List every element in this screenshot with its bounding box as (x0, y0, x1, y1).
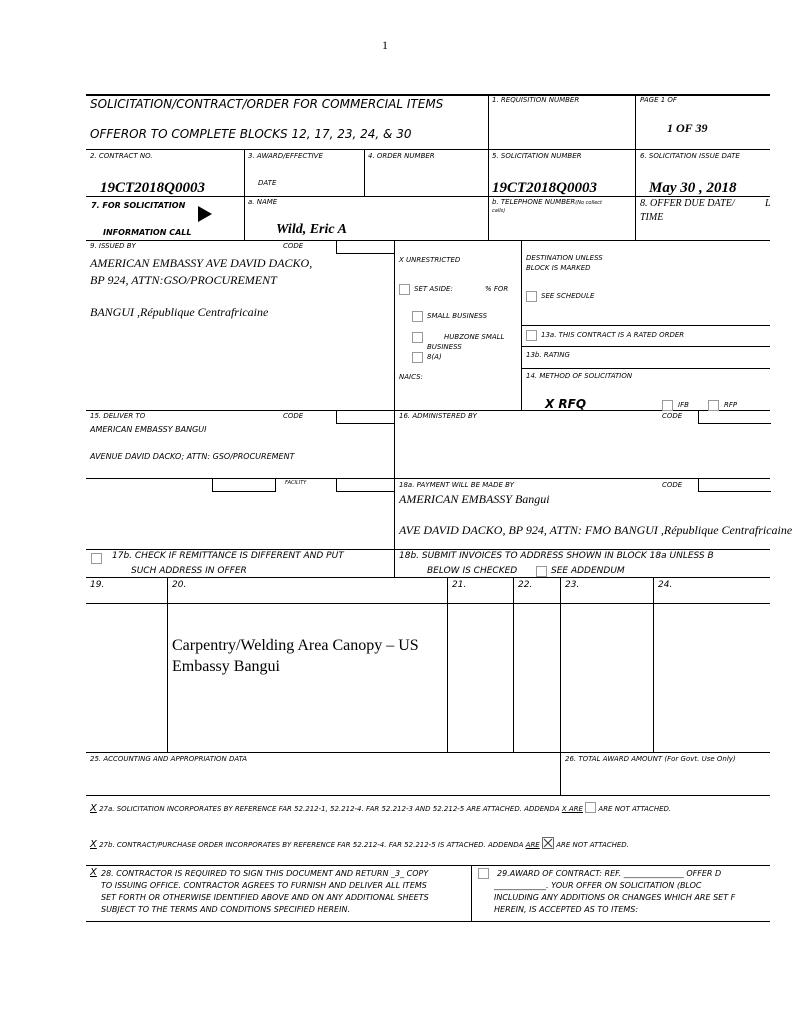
contract-no-label: 2. CONTRACT NO. (90, 152, 153, 160)
page-of-value: 1 OF 39 (667, 121, 708, 135)
submit-invoices-label: 18b. SUBMIT INVOICES TO ADDRESS SHOWN IN BLOCK 18a UNLESS B (399, 551, 714, 561)
issued-by-line3: BANGUI ,République Centrafricaine (90, 305, 269, 319)
order-number-label: 4. ORDER NUMBER (368, 152, 435, 160)
see-schedule-checkbox[interactable] (526, 291, 537, 302)
clause-29-line2: _____________. YOUR OFFER ON SOLICITATION (BLOC (494, 881, 702, 890)
remittance-label-2: SUCH ADDRESS IN OFFER (131, 566, 247, 576)
deliver-to-code-label: CODE (283, 412, 304, 420)
eight-a-label: 8(A) (427, 353, 442, 361)
deliver-to-line2: AVENUE DAVID DACKO; ATTN: GSO/PROCUREMENT (90, 452, 295, 461)
rfp-checkbox[interactable] (708, 400, 719, 411)
clause-29-line3: INCLUDING ANY ADDITIONS OR CHANGES WHICH ARE SET F (494, 893, 736, 902)
clause-27a-checkbox[interactable] (585, 802, 596, 813)
clause-27b-text: 27b. CONTRACT/PURCHASE ORDER INCORPORATES BY REFERENCE FAR 52.212-4. FAR 52.212-5 IS ATTACHED. ADDENDA (99, 841, 524, 849)
clause-27a-text: 27a. SOLICITATION INCORPORATES BY REFERENCE FAR 52.212-1, 52.212-4. FAR 52.212-3 AND 52.212-5 ARE ATTACHED. ADDENDA (99, 805, 560, 813)
clause-27b-are: ARE (525, 841, 540, 849)
telephone-label-calls: calls) (492, 208, 506, 214)
small-business-label: SMALL BUSINESS (427, 312, 488, 320)
offer-due-label-l: L (765, 198, 771, 209)
clause-28-line4: SUBJECT TO THE TERMS AND CONDITIONS SPECIFIED HEREIN. (101, 905, 350, 914)
hubzone-checkbox[interactable] (412, 332, 423, 343)
clause-27b-mark: X (90, 839, 97, 850)
administered-by-code-label: CODE (662, 412, 683, 420)
method-label: 14. METHOD OF SOLICITATION (526, 372, 633, 380)
deliver-to-line1: AMERICAN EMBASSY BANGUI (90, 425, 207, 434)
see-schedule-label: SEE SCHEDULE (541, 292, 595, 300)
form-subtitle: OFFEROR TO COMPLETE BLOCKS 12, 17, 23, 24, & 30 (90, 127, 412, 141)
administered-by-label: 16. ADMINISTERED BY (399, 412, 477, 420)
submit-invoices-label-2: BELOW IS CHECKED (427, 566, 518, 576)
destination-label: DESTINATION UNLESS (526, 254, 603, 262)
requisition-label: 1. REQUISITION NUMBER (492, 96, 580, 104)
rfp-label: RFP (724, 401, 738, 409)
small-business-checkbox[interactable] (412, 311, 423, 322)
accounting-label: 25. ACCOUNTING AND APPROPRIATION DATA (90, 755, 248, 763)
naics-label: NAICS: (399, 373, 423, 381)
page-number: 1 (382, 38, 388, 52)
col-21-header: 21. (452, 580, 467, 590)
clause-28-line1: 28. CONTRACTOR IS REQUIRED TO SIGN THIS DOCUMENT AND RETURN _3_ COPY (101, 869, 429, 878)
issue-date-label: 6. SOLICITATION ISSUE DATE (640, 152, 740, 160)
total-award-label: 26. TOTAL AWARD AMOUNT (For Govt. Use Only) (565, 755, 736, 763)
col-19-header: 19. (90, 580, 105, 590)
remittance-label: 17b. CHECK IF REMITTANCE IS DIFFERENT AND PUT (112, 551, 344, 561)
award-checkbox[interactable] (478, 868, 489, 879)
arrow-right-icon (198, 206, 212, 222)
clause-27a-not: ARE NOT ATTACHED. (598, 805, 672, 813)
see-addendum-checkbox[interactable] (536, 566, 547, 577)
clause-29-line4: HEREIN, IS ACCEPTED AS TO ITEMS: (494, 905, 639, 914)
solicitation-number-label: 5. SOLICITATION NUMBER (492, 152, 582, 160)
information-call-label: INFORMATION CALL (103, 228, 192, 237)
issued-by-code-label: CODE (283, 242, 304, 250)
item-description-line2: Embassy Bangui (172, 658, 280, 675)
set-aside-checkbox[interactable] (399, 284, 410, 295)
percent-for-label: % FOR (485, 285, 509, 293)
clause-27a (90, 802, 671, 814)
clause-27b-not: ARE NOT ATTACHED. (556, 841, 629, 849)
contact-name-value: Wild, Eric A (276, 222, 347, 237)
clause-29-line1: 29.AWARD OF CONTRACT: REF. _______________ OFFER D (497, 869, 722, 878)
issue-date-value: May 30 , 2018 (649, 180, 737, 196)
deliver-to-label: 15. DELIVER TO (90, 412, 146, 420)
facility-label: FACILITY (285, 480, 307, 486)
issued-by-line1: AMERICAN EMBASSY AVE DAVID DACKO, (90, 256, 313, 270)
item-description-line1: Carpentry/Welding Area Canopy – US (172, 637, 419, 654)
col-24-header: 24. (658, 580, 673, 590)
page-of-label: PAGE 1 OF (640, 96, 677, 104)
ifb-label: IFB (678, 401, 689, 409)
payment-by-code-label: CODE (662, 481, 683, 489)
clause-28-line2: TO ISSUING OFFICE. CONTRACTOR AGREES TO FURNISH AND DELIVER ALL ITEMS (101, 881, 427, 890)
rated-order-label: 13a. THIS CONTRACT IS A RATED ORDER (541, 331, 685, 339)
telephone-label-text: b. TELEPHONE NUMBER (492, 198, 576, 206)
clause-27a-mark: X (90, 803, 97, 814)
hubzone-business-clip (427, 343, 487, 351)
remittance-checkbox[interactable] (91, 553, 102, 564)
issued-by-line2: BP 924, ATTN:GSO/PROCUREMENT (90, 273, 277, 287)
col-23-header: 23. (565, 580, 580, 590)
ifb-checkbox[interactable] (662, 400, 673, 411)
clause-27b (90, 837, 629, 850)
eight-a-checkbox[interactable] (412, 352, 423, 363)
payment-by-label: 18a. PAYMENT WILL BE MADE BY (399, 481, 515, 489)
hubzone-business-label: BUSINESS (427, 343, 462, 351)
offer-due-time-label: TIME (640, 212, 664, 223)
col-22-header: 22. (518, 580, 533, 590)
rating-label: 13b. RATING (526, 351, 570, 359)
see-addendum-label: SEE ADDENDUM (551, 566, 625, 576)
clause-28-line3: SET FORTH OR OTHERWISE IDENTIFIED ABOVE AND ON ANY ADDITIONAL SHEETS (101, 893, 429, 902)
payment-by-line1: AMERICAN EMBASSY Bangui (399, 492, 550, 506)
col-20-header: 20. (172, 580, 187, 590)
contract-no-value: 19CT2018Q0003 (100, 180, 205, 196)
name-label: a. NAME (248, 198, 278, 206)
for-solicitation-label: 7. FOR SOLICITATION (91, 201, 186, 210)
solicitation-number-value: 19CT2018Q0003 (492, 180, 597, 196)
award-date-label: DATE (258, 179, 277, 187)
hubzone-label: HUBZONE SMALL (444, 333, 505, 341)
clause-28-mark: X (90, 867, 97, 878)
telephone-label-note: (No collect (575, 200, 603, 206)
checked-x-icon (543, 838, 553, 848)
form-title: SOLICITATION/CONTRACT/ORDER FOR COMMERCIAL ITEMS (90, 97, 444, 111)
issued-by-label: 9. ISSUED BY (90, 242, 136, 250)
destination-label-2: BLOCK IS MARKED (526, 264, 591, 272)
offer-due-label: 8. OFFER DUE DATE/ (640, 198, 735, 209)
clause-27b-checkbox[interactable] (542, 837, 554, 849)
unrestricted-option: X UNRESTRICTED (399, 256, 461, 264)
payment-by-line2: AVE DAVID DACKO, BP 924, ATTN: FMO BANGUI ,République Centrafricaine (399, 523, 792, 537)
set-aside-label: SET ASIDE: (414, 285, 453, 293)
telephone-label (492, 198, 602, 208)
rfq-selected: X RFQ (545, 397, 587, 411)
rated-order-checkbox[interactable] (526, 330, 537, 341)
award-effective-label: 3. AWARD/EFFECTIVE (248, 152, 323, 160)
clause-27a-are: X ARE (561, 805, 583, 813)
